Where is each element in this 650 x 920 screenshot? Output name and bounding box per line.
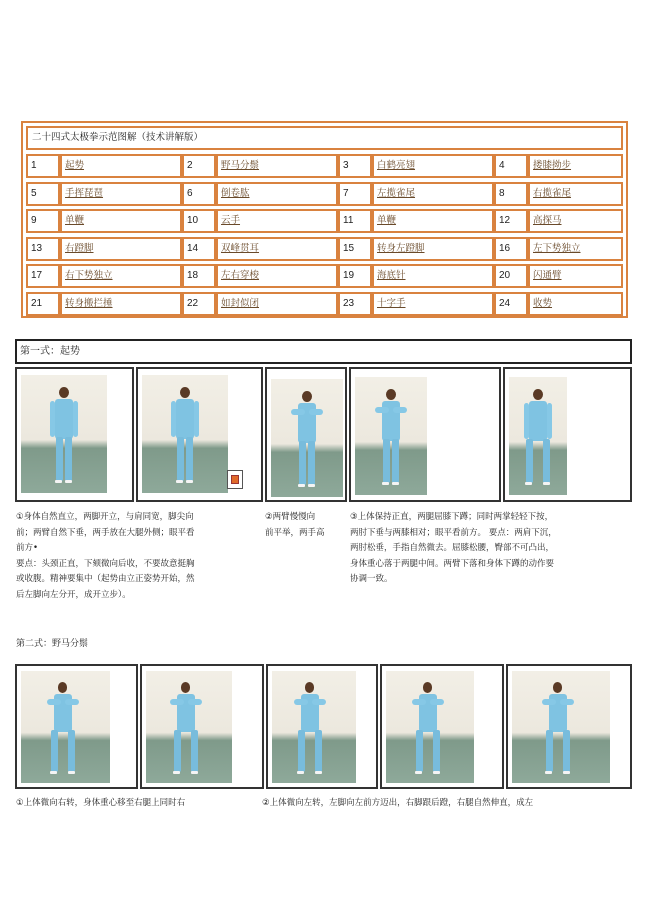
index-form-cell — [372, 154, 494, 178]
photo-frame-10 — [506, 664, 632, 789]
index-form-link[interactable]: 手挥琵琶 — [65, 187, 104, 199]
index-form-cell — [528, 264, 623, 288]
broken-image-icon — [227, 470, 243, 489]
index-form-link[interactable]: 倒卷肱 — [221, 187, 250, 199]
figure-arm — [430, 699, 444, 705]
section1-title: 第一式：起势 — [15, 339, 632, 364]
index-form-link[interactable]: 右下势独立 — [65, 270, 113, 281]
figure-arm — [312, 699, 326, 705]
index-form-link[interactable]: 转身左蹬脚 — [377, 242, 425, 254]
index-form-link[interactable]: 右揽雀尾 — [533, 187, 572, 199]
photo-frame-9 — [380, 664, 504, 789]
index-form-link[interactable]: 右蹬脚 — [65, 242, 94, 254]
figure-shoe — [308, 484, 315, 487]
figure-head — [58, 682, 67, 692]
index-form-link[interactable]: 左右穿梭 — [221, 270, 260, 281]
section2-title: 第二式：野马分鬃 — [16, 639, 89, 649]
figure-leg — [315, 730, 322, 772]
figure-shoe — [186, 480, 193, 483]
figure-leg — [174, 730, 181, 772]
figure-leg — [416, 730, 423, 772]
figure-arm — [524, 403, 529, 439]
figure-leg — [392, 439, 399, 483]
figure-arm — [291, 409, 305, 415]
photo-9 — [386, 671, 474, 783]
figure-arm — [171, 401, 176, 437]
index-form-link[interactable]: 野马分鬃 — [221, 160, 260, 171]
index-form-cell — [528, 209, 623, 233]
index-form-link[interactable]: 双峰贯耳 — [221, 242, 260, 254]
figure-arm — [194, 401, 199, 437]
index-form-cell — [528, 154, 623, 178]
photo-frame-4 — [349, 367, 501, 502]
index-number: 10 — [182, 209, 216, 233]
index-form-link[interactable]: 起势 — [65, 160, 85, 171]
figure-shoe — [65, 480, 72, 483]
photo-frame-6 — [15, 664, 138, 789]
photo-10 — [512, 671, 610, 783]
figure-leg — [563, 730, 570, 772]
index-form-link[interactable]: 高探马 — [533, 215, 562, 226]
figure-leg — [68, 730, 75, 772]
figure-head — [533, 389, 543, 400]
photo-5 — [509, 377, 567, 495]
figure-shoe — [543, 482, 550, 485]
index-number: 15 — [338, 237, 372, 261]
figure-leg — [186, 437, 193, 481]
index-row — [26, 237, 623, 261]
figure-head — [59, 387, 69, 398]
index-form-cell — [216, 264, 338, 288]
photo-4 — [355, 377, 427, 495]
index-number: 6 — [182, 182, 216, 206]
figure-leg — [191, 730, 198, 772]
index-form-link[interactable]: 白鹤亮翅 — [377, 160, 416, 171]
figure-arm — [294, 699, 308, 705]
figure-leg — [383, 439, 390, 483]
figure-shoe — [50, 771, 57, 774]
photo-3 — [271, 379, 343, 497]
index-number: 2 — [182, 154, 216, 178]
figure-leg — [298, 730, 305, 772]
figure-shoe — [315, 771, 322, 774]
index-number: 21 — [26, 292, 60, 316]
figure-arm — [170, 699, 184, 705]
index-number: 11 — [338, 209, 372, 233]
figure-shoe — [545, 771, 552, 774]
photo-2 — [142, 375, 228, 493]
figure-leg — [177, 437, 184, 481]
photo-frame-1 — [15, 367, 134, 502]
index-form-cell — [528, 292, 623, 316]
index-row — [26, 264, 623, 288]
index-form-cell — [372, 264, 494, 288]
figure-head — [386, 389, 396, 400]
figure-leg — [65, 437, 72, 481]
figure-leg — [543, 439, 550, 483]
index-form-cell — [216, 154, 338, 178]
photo-frame-2 — [136, 367, 263, 502]
index-form-cell — [528, 182, 623, 206]
figure-shoe — [176, 480, 183, 483]
index-number: 13 — [26, 237, 60, 261]
figure-leg — [308, 441, 315, 485]
index-row — [26, 182, 623, 206]
index-form-link[interactable]: 闪通臂 — [533, 270, 562, 281]
figure-arm — [188, 699, 202, 705]
section1-desc-1: ①身体自然直立，两脚开立，与肩同宽，脚尖向 前；两臂自然下垂，两手放在大腿外侧；眼平看 前方• 要点：头颈正直，下颏微向后收，不要故意挺胸 或收腹。精神要集中（起势由立正姿势开始，然 后左脚向左分开，成开立步）。 — [16, 512, 195, 600]
figure-shoe — [191, 771, 198, 774]
index-number: 18 — [182, 264, 216, 288]
figure-arm — [542, 699, 556, 705]
figure-torso — [55, 399, 73, 439]
index-form-link[interactable]: 搂膝拗步 — [533, 160, 572, 171]
figure-arm — [73, 401, 78, 437]
section1-desc-2: ②两臂慢慢向 前平举，两手高 — [265, 512, 325, 538]
figure-arm — [65, 699, 79, 705]
index-form-cell — [216, 237, 338, 261]
index-row — [26, 209, 623, 233]
figure-leg — [526, 439, 533, 483]
figure-head — [553, 682, 562, 692]
index-form-cell — [216, 209, 338, 233]
figure-arm — [412, 699, 426, 705]
index-number: 4 — [494, 154, 528, 178]
figure-torso — [176, 399, 194, 439]
figure-shoe — [297, 771, 304, 774]
index-form-link[interactable]: 海底针 — [377, 270, 406, 281]
index-form-cell — [216, 182, 338, 206]
photo-1 — [21, 375, 107, 493]
photo-frame-5 — [503, 367, 632, 502]
figure-shoe — [55, 480, 62, 483]
index-form-link[interactable]: 收势 — [533, 297, 553, 309]
index-form-cell — [60, 154, 182, 178]
photo-frame-3 — [265, 367, 347, 502]
figure-shoe — [415, 771, 422, 774]
index-form-cell — [60, 182, 182, 206]
index-number: 9 — [26, 209, 60, 233]
index-number: 5 — [26, 182, 60, 206]
figure-leg — [56, 437, 63, 481]
figure-shoe — [298, 484, 305, 487]
index-form-cell — [216, 292, 338, 316]
index-number: 8 — [494, 182, 528, 206]
index-number: 1 — [26, 154, 60, 178]
figure-head — [180, 387, 190, 398]
index-table — [21, 121, 628, 318]
index-row — [26, 154, 623, 178]
index-number: 22 — [182, 292, 216, 316]
figure-shoe — [433, 771, 440, 774]
index-form-cell — [372, 182, 494, 206]
index-number: 20 — [494, 264, 528, 288]
figure-shoe — [382, 482, 389, 485]
figure-head — [423, 682, 432, 692]
figure-leg — [433, 730, 440, 772]
photo-8 — [272, 671, 356, 783]
index-form-cell — [60, 264, 182, 288]
index-form-cell — [372, 209, 494, 233]
index-title: 二十四式太极拳示范图解（技术讲解版） — [26, 126, 623, 150]
section2-desc-1: ①上体微向右转，身体重心移至右腿上同时右 — [16, 798, 186, 808]
index-number: 17 — [26, 264, 60, 288]
photo-6 — [21, 671, 110, 783]
figure-head — [302, 391, 312, 402]
index-form-cell — [60, 237, 182, 261]
index-form-link[interactable]: 如封似闭 — [221, 297, 260, 309]
index-form-link[interactable]: 左揽雀尾 — [377, 187, 416, 199]
index-form-link[interactable]: 单鞭 — [377, 215, 397, 226]
figure-shoe — [173, 771, 180, 774]
figure-arm — [393, 407, 407, 413]
index-number: 12 — [494, 209, 528, 233]
figure-torso — [529, 401, 547, 441]
figure-head — [181, 682, 190, 692]
index-form-link[interactable]: 十字手 — [377, 297, 406, 309]
figure-arm — [547, 403, 552, 439]
index-number: 3 — [338, 154, 372, 178]
figure-arm — [50, 401, 55, 437]
figure-leg — [299, 441, 306, 485]
figure-arm — [47, 699, 61, 705]
index-form-cell — [372, 237, 494, 261]
figure-leg — [51, 730, 58, 772]
section2-desc-2: ②上体微向左转，左脚向左前方迈出，右脚跟后蹬，右腿自然伸直，成左 — [262, 798, 534, 808]
index-form-cell — [60, 292, 182, 316]
index-number: 24 — [494, 292, 528, 316]
index-form-link[interactable]: 云手 — [221, 215, 241, 226]
section1-desc-3: ③上体保持正直，两腿屈膝下蹲；同时两掌轻轻下按， 两肘下垂与两膝相对；眼平看前方。 要点：两肩下沉， 两肘松垂，手指自然微去。屈膝松腰，臀部不可凸出， 身体重心落于两腿中间。两臂下落和身体下蹲的动作要 协调一致。 — [350, 512, 557, 584]
index-number: 14 — [182, 237, 216, 261]
index-row — [26, 292, 623, 316]
index-number: 23 — [338, 292, 372, 316]
figure-shoe — [563, 771, 570, 774]
index-number: 7 — [338, 182, 372, 206]
figure-shoe — [68, 771, 75, 774]
figure-leg — [546, 730, 553, 772]
index-form-cell — [372, 292, 494, 316]
figure-arm — [309, 409, 323, 415]
index-form-link[interactable]: 单鞭 — [65, 215, 85, 226]
index-number: 19 — [338, 264, 372, 288]
figure-arm — [560, 699, 574, 705]
figure-shoe — [525, 482, 532, 485]
index-number: 16 — [494, 237, 528, 261]
photo-frame-8 — [266, 664, 378, 789]
figure-arm — [375, 407, 389, 413]
figure-head — [305, 682, 314, 692]
index-form-cell — [528, 237, 623, 261]
index-form-link[interactable]: 转身搬拦捶 — [65, 297, 113, 309]
photo-7 — [146, 671, 232, 783]
figure-shoe — [392, 482, 399, 485]
index-form-link[interactable]: 左下势独立 — [533, 242, 581, 254]
photo-frame-7 — [140, 664, 264, 789]
index-form-cell — [60, 209, 182, 233]
